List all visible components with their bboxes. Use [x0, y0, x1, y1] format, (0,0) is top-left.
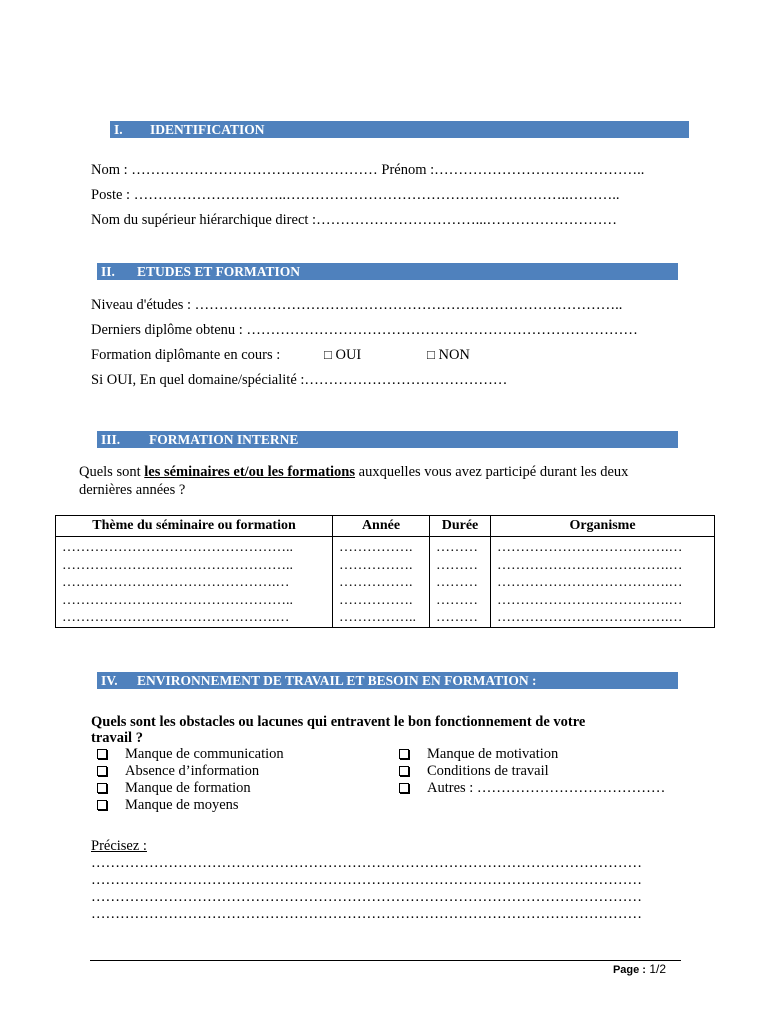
theme-cell[interactable] — [56, 537, 333, 628]
superieur-field[interactable]: Nom du supérieur hiérarchique direct :……………………………...……………………… — [91, 212, 617, 228]
dotted-line: ……………. — [339, 592, 413, 608]
precisez-line[interactable]: …………………………………………………………………………………………………… — [91, 906, 642, 922]
dotted-line: ……… — [436, 540, 478, 555]
dotted-line: ……… — [436, 592, 478, 608]
section-number: IV. — [101, 673, 118, 688]
interne-question-line2: dernières années ? — [79, 482, 186, 498]
section-number: II. — [101, 264, 115, 279]
footer-divider — [90, 960, 681, 961]
domaine-field[interactable]: Si OUI, En quel domaine/spécialité :…………………………………… — [91, 372, 508, 388]
option-item[interactable] — [399, 763, 549, 780]
dotted-line: ……………………………….… — [497, 592, 683, 608]
nom-prenom-field[interactable]: Nom : …………………………………………… Prénom :…………………………………….. — [91, 162, 645, 178]
option-label: Absence d’information — [125, 763, 260, 779]
dotted-line: ……………………………………….… — [62, 610, 290, 625]
organisme-cell[interactable] — [491, 537, 715, 628]
dotted-line: ……… — [436, 575, 478, 590]
dotted-line: ……… — [436, 610, 478, 625]
precisez-line[interactable]: …………………………………………………………………………………………………… — [91, 889, 642, 905]
dotted-line: ……………………………………….… — [62, 575, 290, 590]
checkbox-icon[interactable]: □ — [427, 347, 435, 362]
dotted-line: ………………………………………….. — [62, 557, 293, 573]
table-header-row — [56, 516, 715, 537]
dotted-line: ……………. — [339, 575, 413, 590]
section-number: I. — [114, 122, 123, 137]
page-label: Page : — [612, 964, 646, 976]
option-item[interactable] — [97, 763, 259, 780]
question-emphasis: les séminaires et/ou les formations — [144, 464, 356, 480]
section-title: IDENTIFICATION — [150, 122, 265, 137]
option-label: Autres : ………………………………… — [427, 780, 666, 796]
dotted-line: ……… — [436, 557, 478, 573]
checkbox-icon[interactable] — [399, 783, 409, 793]
checkbox-icon[interactable] — [97, 766, 107, 776]
obstacles-question-line2: travail ? — [91, 730, 143, 746]
dotted-line: ………………………………………….. — [62, 592, 293, 608]
section-number: III. — [101, 432, 121, 447]
section-header-environnement — [97, 672, 678, 689]
question-text: auxquelles vous avez participé durant les deux — [355, 464, 629, 480]
formation-table — [55, 515, 715, 628]
oui-label: OUI — [335, 347, 362, 363]
section-title: FORMATION INTERNE — [149, 432, 299, 447]
oui-option[interactable] — [324, 346, 361, 364]
checkbox-icon[interactable] — [97, 783, 107, 793]
section-header-etudes — [97, 263, 678, 280]
formation-diplomante-label: Formation diplômante en cours : — [91, 347, 281, 363]
niveau-etudes-field[interactable]: Niveau d'études : …………………………………………………………………………….. — [91, 297, 623, 313]
column-header: Organisme — [491, 516, 715, 537]
dotted-line: ……………. — [339, 540, 413, 555]
option-label: Manque de moyens — [125, 797, 239, 813]
dotted-line: ……………………………….… — [497, 610, 683, 625]
duree-cell[interactable] — [430, 537, 491, 628]
non-option[interactable] — [427, 346, 470, 364]
poste-field[interactable]: Poste : …………………………..…………………………………………………..……….. — [91, 187, 620, 203]
option-label: Manque de communication — [125, 746, 284, 762]
option-item[interactable] — [97, 797, 239, 814]
precisez-label: Précisez : — [91, 838, 147, 854]
option-item[interactable] — [399, 746, 558, 763]
option-item[interactable] — [97, 746, 284, 763]
option-item[interactable] — [399, 780, 665, 797]
section-title: ETUDES ET FORMATION — [137, 264, 301, 279]
column-header: Durée — [430, 516, 491, 537]
checkbox-icon[interactable] — [399, 766, 409, 776]
dotted-line: …………….. — [339, 610, 416, 625]
precisez-line[interactable]: …………………………………………………………………………………………………… — [91, 855, 642, 871]
non-label: NON — [438, 347, 470, 363]
obstacles-question: Quels sont les obstacles ou lacunes qui entravent le bon fonctionnement de votre — [91, 714, 586, 730]
page-number — [613, 962, 666, 976]
annee-cell[interactable] — [333, 537, 430, 628]
column-header: Thème du séminaire ou formation — [56, 516, 333, 537]
checkbox-icon[interactable]: □ — [324, 347, 332, 362]
precisez-line[interactable]: …………………………………………………………………………………………………… — [91, 872, 642, 888]
dotted-line: ……………. — [339, 557, 413, 573]
question-text: Quels sont — [79, 464, 145, 480]
interne-question — [79, 463, 628, 481]
checkbox-icon[interactable] — [97, 800, 107, 810]
dotted-line: ………………………………………….. — [62, 540, 293, 555]
option-label: Conditions de travail — [427, 763, 549, 779]
section-header-identification — [110, 121, 689, 138]
checkbox-icon[interactable] — [97, 749, 107, 759]
section-title: ENVIRONNEMENT DE TRAVAIL ET BESOIN EN FORMATION : — [137, 673, 537, 688]
option-label: Manque de formation — [125, 780, 251, 796]
section-header-formation-interne — [97, 431, 678, 448]
column-header: Année — [333, 516, 430, 537]
dotted-line: ……………………………….… — [497, 540, 683, 555]
dotted-line: ……………………………….… — [497, 557, 683, 573]
page-value: 1/2 — [649, 962, 666, 976]
checkbox-icon[interactable] — [399, 749, 409, 759]
option-item[interactable] — [97, 780, 251, 797]
diplome-field[interactable]: Derniers diplôme obtenu : ……………………………………………………………………… — [91, 322, 638, 338]
table-row — [56, 537, 715, 628]
dotted-line: ……………………………….… — [497, 575, 683, 590]
option-label: Manque de motivation — [427, 746, 559, 762]
